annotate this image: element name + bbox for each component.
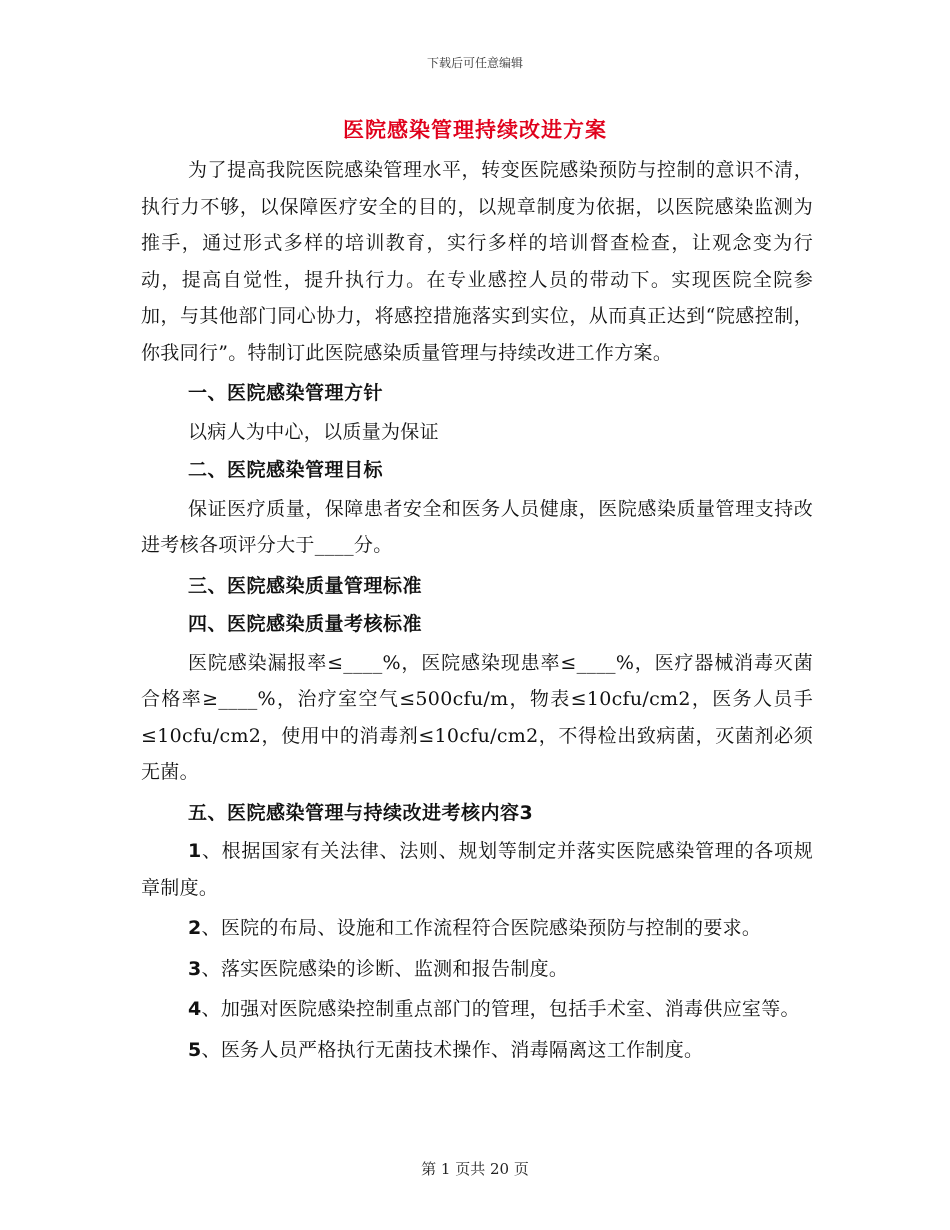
document-body — [141, 152, 813, 1068]
section-2-text: 保证医疗质量，保障患者安全和医务人员健康，医院感染质量管理支持改进考核各项评分大于____分。 — [141, 497, 813, 556]
section-1-heading: 一、医院感染管理方针 — [188, 382, 384, 404]
list-item-number: 3 — [188, 957, 202, 980]
list-item — [141, 910, 813, 947]
document-title: 医院感染管理持续改进方案 — [343, 118, 607, 142]
list-item — [141, 991, 813, 1028]
list-item-text: 、医务人员严格执行无菌技术操作、消毒隔离这工作制度。 — [201, 1038, 704, 1061]
list-item — [141, 833, 813, 906]
section-5-heading: 五、医院感染管理与持续改进考核内容3 — [188, 801, 534, 824]
list-item-number: 5 — [188, 1038, 202, 1061]
section-2-heading: 二、医院感染管理目标 — [188, 459, 384, 481]
list-item-number: 4 — [188, 998, 202, 1020]
intro-paragraph: 为了提高我院医院感染管理水平，转变医院感染预防与控制的意识不清，执行力不够，以保障医疗安全的目的，以规章制度为依据，以医院感染监测为推手，通过形式多样的培训教育，实行多样的培训督查检查，让观念变为行动，提高自觉性，提升执行力。在专业感控人员的带动下。实现医院全院参加，与其他部门同心协力，将感控措施落实到实位，从而真正达到“院感控制，你我同行”。特制订此医院感染质量管理与持续改进工作方案。 — [141, 159, 813, 364]
section-4-text: 医院感染漏报率≤____%，医院感染现患率≤____%，医疗器械消毒灭菌合格率≥____%，治疗室空气≤500cfu/m，物表≤10cfu/cm2，医务人员手≤10cfu/cm2，使用中的消毒剂≤10cfu/cm2，不得检出致病菌，灭菌剂必须无菌。 — [141, 651, 813, 783]
list-item — [141, 1032, 813, 1069]
list-item-text: 、落实医院感染的诊断、监测和报告制度。 — [201, 957, 569, 980]
section-1-text: 以病人为中心，以质量为保证 — [188, 420, 439, 443]
list-item-number: 2 — [188, 917, 202, 939]
list-item — [141, 951, 813, 988]
page-footer: 第 1 页共 20 页 — [421, 1160, 529, 1178]
list-item-number: 1 — [188, 840, 202, 862]
list-item-text: 、医院的布局、设施和工作流程符合医院感染预防与控制的要求。 — [201, 917, 762, 939]
list-item-text: 、加强对医院感染控制重点部门的管理，包括手术室、消毒供应室等。 — [201, 998, 800, 1020]
section-3-heading: 三、医院感染质量管理标准 — [188, 574, 423, 597]
page-header: 下载后可任意编辑 — [426, 56, 523, 70]
list-item-text: 、根据国家有关法律、法则、规划等制定并落实医院感染管理的各项规章制度。 — [141, 840, 813, 899]
section-4-heading: 四、医院感染质量考核标准 — [188, 613, 423, 635]
